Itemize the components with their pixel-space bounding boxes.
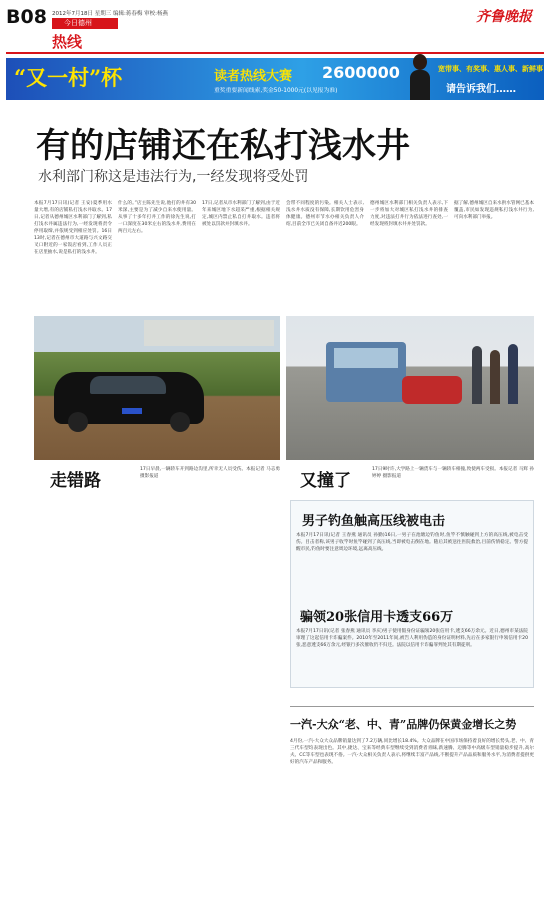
fishing-story-body: 本报7月17日讯(记者 王春燕 通讯员 孙勤)16日,一男子在池塘边钓鱼时,鱼竿不慎触碰到上方的高压线,被电击受伤。目击者称,该男子收竿时鱼竿碰到了高压线,当即被电击倒在地。随后其被送往医院救治,目前伤情稳定。警方提醒市民,钓鱼时要注意周边环境,远离高压线。: [296, 533, 528, 552]
main-body-col-6: 据了解,德州城区自来水供水管网已基本覆盖,市民如发现违规私打浅水井行为,可向水利部门举报。: [454, 201, 534, 220]
left-bottom-blank: [6, 500, 280, 918]
main-headline: 有的店铺还在私打浅水井: [36, 126, 410, 166]
main-body-col-5: 德州城区水利部门相关负责人表示,下一步将加大对城区私打浅水井的排查力度,对违法打井行为依法进行查处,一经发现将封填水井并处罚款。: [370, 201, 448, 227]
banner-title-mid: 读者热线大赛: [214, 69, 293, 84]
crash-photo-right: [286, 316, 534, 460]
story4-rule: [290, 706, 534, 707]
page-number: B08: [6, 6, 47, 28]
bystander-1: [472, 346, 482, 404]
banner-title-left: “又一村”杯: [14, 65, 123, 90]
banner-amount: 2600000: [322, 63, 400, 82]
main-body-col-1: 本报7月17日讯(记者 王安)夏季用水量大增,有的店铺私打浅水井取水。17日,记者从德州城区水利部门了解到,私打浅水井属违法行为,一经发现将责令停用取缔,并依规受到相应处罚。16日13时,记者在德州市大道路与兴文路交叉口附近的一家饭店看到,工作人员正在店里抽水,说是私打的浅水井。: [34, 201, 112, 255]
creditcard-story-body: 本报7月17日讯(记者 张春燕 通讯员 李庆)男子使用假身份证骗领20张信用卡,透支66万余元。近日,德州市某法院审理了这起信用卡诈骗案件。2010年至2011年间,被告人利用伪造的身份证明材料,先后在多家银行申领信用卡20张,恶意透支66万余元,经银行多次催收仍不归还。法院以信用卡诈骗罪判处其有期徒刑。: [296, 629, 528, 648]
building-shape: [144, 320, 274, 346]
crash-photo-left: [34, 316, 280, 460]
banner-right-line2: 请告诉我们……: [446, 84, 516, 95]
car-wheel-left: [68, 412, 88, 432]
section-title: 热线: [52, 33, 83, 51]
left-photo-title: 走错路: [50, 471, 101, 491]
right-photo-caption: 17日9时许,大学路上一辆货车与一辆轿车相撞,致使两车受损。本报记者 马辉 孙婷婷 摄影报道: [372, 467, 534, 479]
phone-operator-figure: [408, 50, 432, 100]
main-subheadline: 水利部门称这是违法行为,一经发现将受处罚: [38, 169, 309, 185]
truck-windshield: [334, 348, 398, 368]
car-plate: [122, 408, 142, 414]
faw-vw-story-title: 一汽-大众“老、中、青”品牌仍保黄金增长之势: [290, 718, 517, 731]
bystander-3: [508, 344, 518, 404]
car-wheel-right: [170, 412, 190, 432]
bystander-2: [490, 350, 500, 404]
page-header: [0, 0, 550, 56]
car-window: [90, 376, 166, 394]
hotline-banner: [6, 58, 544, 100]
banner-right-line1: 宽带事、有奖事、惠人事、新鲜事: [438, 65, 543, 73]
date-line: 2012年7月18日 星期三 编辑:蒋春梅 审校:杨燕: [52, 11, 168, 17]
header-rule: [6, 52, 544, 54]
masthead-logo: 齐鲁晚报: [476, 9, 532, 25]
main-body-col-2: 什么的。”店主陈先生说,他打的井有30米深,主要是为了减少自来水使用量。从事了十多年打井工作的徐先生说,打一口深度在30米左右的浅水井,费用在两百元左右。: [118, 201, 196, 234]
main-body-col-4: 会带不同程度的污染。相关人士表示,浅水井水质没有保障,长期饮用危害身体健康。德州市节水办相关负责人介绍,目前全市已关闭自备井近200眼。: [286, 201, 364, 227]
main-body-col-3: 17日,记者从市水利部门了解到,由于近年来城区地下水超采严重,根据相关规定,城区内禁止私自打井取水。违者将被处以罚款并封填水井。: [202, 201, 280, 227]
left-photo-caption: 17日早晨,一辆轿车开到路边沟里,所幸无人员受伤。本报记者 马志勇 摄影报道: [140, 467, 280, 479]
banner-sub-line: 重奖重要新闻线索,奖金50-1000元(以见报为准): [214, 88, 338, 94]
creditcard-story-title: 骗领20张信用卡透支66万: [300, 610, 454, 625]
section-tag: 今日德州: [52, 18, 118, 29]
right-photo-title: 又撞了: [300, 471, 351, 491]
damaged-car: [402, 376, 462, 404]
fishing-story-title: 男子钓鱼触高压线被电击: [302, 514, 446, 529]
faw-vw-story-body: 4月份,一汽-大众大众品牌销量达到了7.2万辆,同比增长18.4%。大众品牌在中国市场保持着良好的增长势头,老、中、青三代车型均表现出色。其中,捷达、宝来等经典车型继续受到消费者青睐,新速腾、迈腾等中高级车型销量稳步提升,高尔夫、CC等车型也表现不俗。一汽-大众相关负责人表示,将继续丰富产品线,不断提升产品品质和服务水平,为消费者提供更好的汽车产品和服务。: [290, 739, 534, 765]
